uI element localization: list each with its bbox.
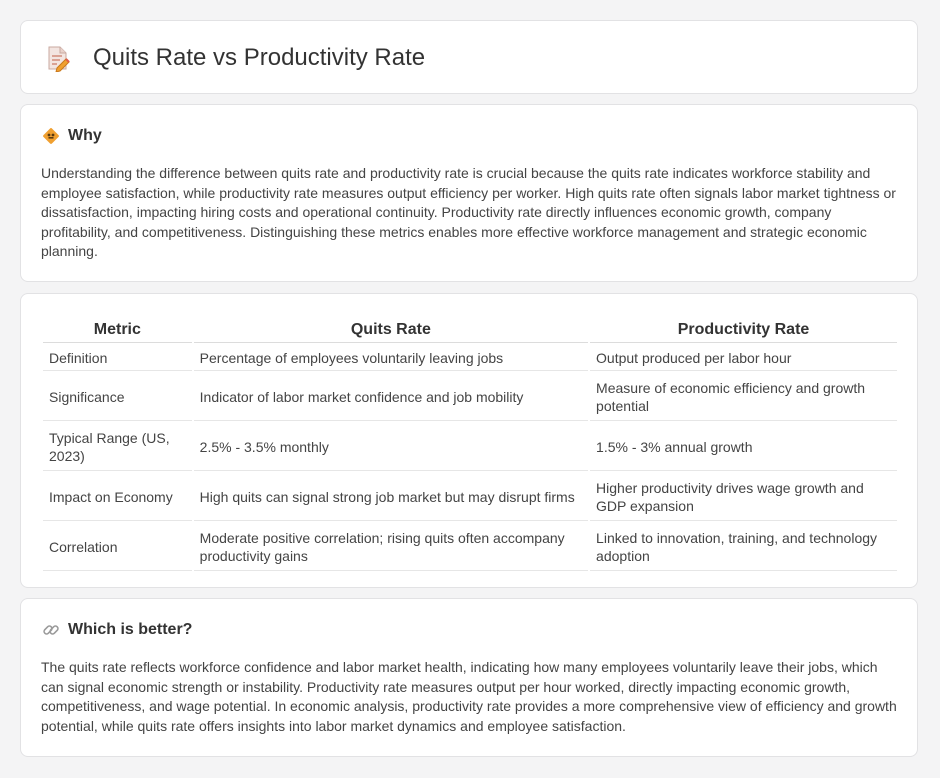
- document-pencil-icon: [45, 44, 71, 72]
- why-section: [20, 104, 918, 282]
- why-header: [42, 127, 102, 145]
- metric-cell: Definition: [43, 345, 192, 371]
- table-header-row: [43, 318, 897, 343]
- table-row: [43, 523, 897, 571]
- metric-cell: Correlation: [43, 523, 192, 571]
- column-header-productivity-rate: Productivity Rate: [590, 318, 897, 343]
- why-text: Understanding the difference between quits rate and productivity rate is crucial because the quits rate indicates workforce stability and employee satisfaction, while productivity rate measures output efficiency per worker. High quits rate often signals labor market tightness or dissatisfaction, impacting hiring costs and operational continuity. Productivity rate directly influences economic growth, company profitability, and competitiveness. Distinguishing these metrics enables more effective workforce management and strategic economic planning.: [41, 165, 896, 260]
- comparison-table: [41, 316, 899, 573]
- metric-cell: Significance: [43, 373, 192, 421]
- quits-rate-cell: 2.5% - 3.5% monthly: [194, 423, 588, 471]
- page-title: Quits Rate vs Productivity Rate: [93, 44, 426, 71]
- quits-rate-cell: Moderate positive correlation; rising quits often accompany productivity gains: [194, 523, 588, 571]
- link-icon: [42, 621, 60, 639]
- which-is-better-section: [20, 598, 918, 757]
- productivity-rate-cell: 1.5% - 3% annual growth: [590, 423, 897, 471]
- table-row: [43, 473, 897, 521]
- productivity-rate-cell: Higher productivity drives wage growth and GDP expansion: [590, 473, 897, 521]
- diamond-sign-icon: [42, 127, 60, 145]
- page-header: [45, 39, 425, 77]
- why-title: Why: [68, 127, 102, 144]
- metric-cell: Impact on Economy: [43, 473, 192, 521]
- productivity-rate-cell: Linked to innovation, training, and technology adoption: [590, 523, 897, 571]
- productivity-rate-cell: Output produced per labor hour: [590, 345, 897, 371]
- table-row: [43, 373, 897, 421]
- column-header-metric: Metric: [43, 318, 192, 343]
- comparison-section: [20, 293, 918, 588]
- quits-rate-cell: Indicator of labor market confidence and job mobility: [194, 373, 588, 421]
- metric-cell: Typical Range (US, 2023): [43, 423, 192, 471]
- quits-rate-cell: Percentage of employees voluntarily leaving jobs: [194, 345, 588, 371]
- column-header-quits-rate: Quits Rate: [194, 318, 588, 343]
- which-is-better-text: The quits rate reflects workforce confidence and labor market health, indicating how many employees voluntarily leave their jobs, which can signal economic strength or instability. Productivity rate measures output per hour worked, directly impacting economic growth, competitiveness, and wage potential. In economic analysis, productivity rate provides a more comprehensive view of efficiency and growth potential, while quits rate offers insights into labor market dynamics and employee satisfaction.: [41, 659, 897, 734]
- which-is-better-title: Which is better?: [68, 621, 193, 638]
- productivity-rate-cell: Measure of economic efficiency and growth potential: [590, 373, 897, 421]
- quits-rate-cell: High quits can signal strong job market but may disrupt firms: [194, 473, 588, 521]
- which-is-better-header: [42, 621, 192, 639]
- table-row: [43, 345, 897, 371]
- table-row: [43, 423, 897, 471]
- header-card: [20, 20, 918, 94]
